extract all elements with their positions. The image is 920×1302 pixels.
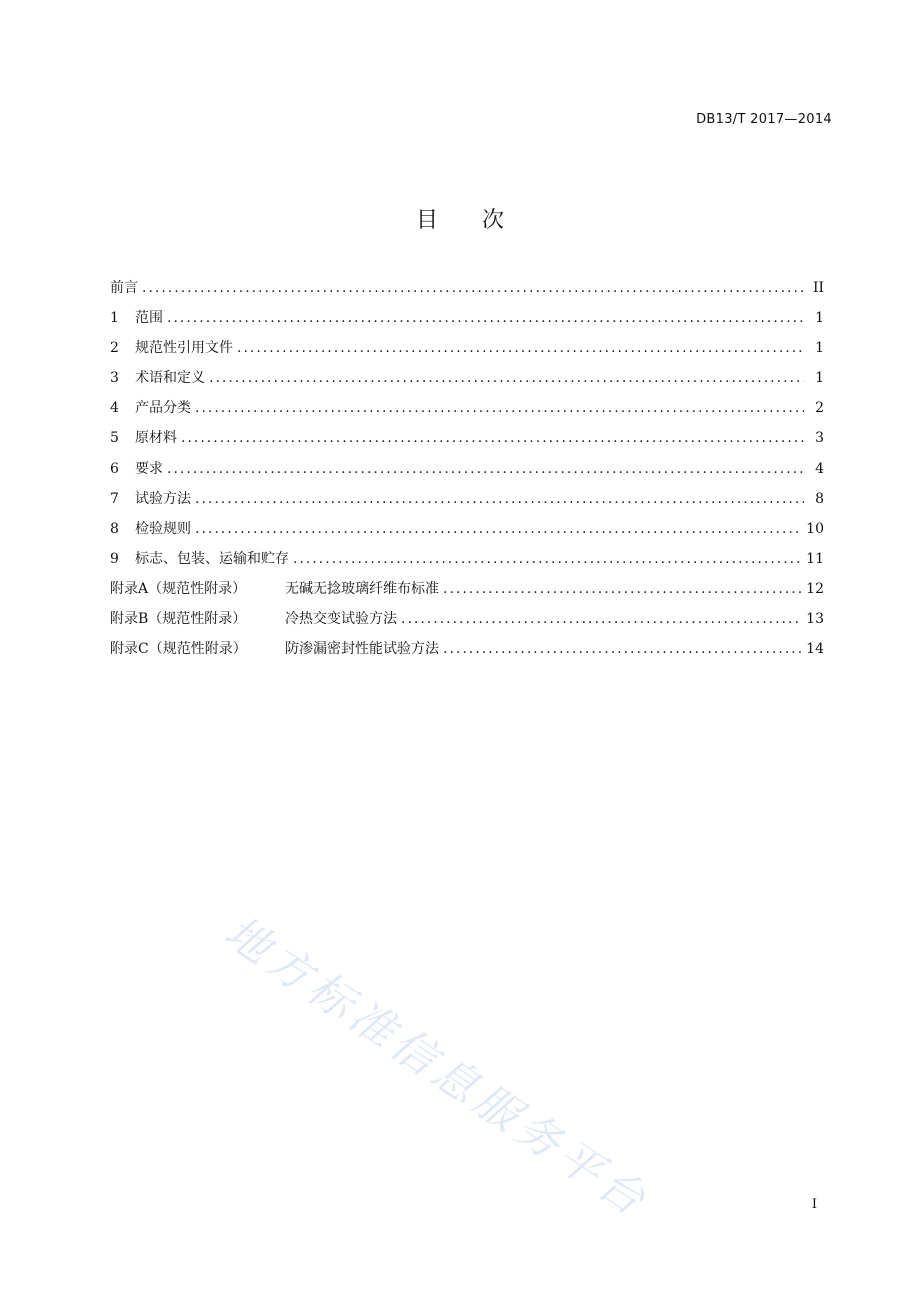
toc-leader (195, 397, 804, 419)
toc-entry-2[interactable] (110, 337, 824, 367)
toc-leader (293, 548, 802, 570)
title-char-2: 次 (482, 208, 505, 233)
toc-entry-label: 防渗漏密封性能试验方法 (285, 641, 439, 658)
toc-entry-label: 检验规则 (135, 520, 191, 537)
toc-entry-7[interactable] (110, 488, 824, 518)
toc-entry-8[interactable] (110, 518, 824, 548)
toc-entry-3[interactable] (110, 367, 824, 397)
toc-entry-number: 5 (110, 430, 119, 447)
toc-entry-label: 术语和定义 (135, 370, 205, 387)
toc-entry-page: 1 (815, 340, 824, 357)
toc-entry-5[interactable] (110, 427, 824, 457)
toc-entry-page: 1 (815, 370, 824, 387)
toc-entry-1[interactable] (110, 307, 824, 337)
toc-entry-foreword[interactable] (110, 277, 824, 307)
toc-entry-number: 7 (110, 490, 119, 507)
toc-entry-page: II (812, 280, 824, 296)
toc-leader (237, 337, 804, 359)
doc-code: DB13/T 2017—2014 (696, 112, 832, 127)
toc-entry-page: 4 (815, 460, 824, 477)
toc-entry-number: 6 (110, 460, 119, 477)
toc-entry-9[interactable] (110, 548, 824, 578)
toc-entry-page: 13 (806, 611, 824, 628)
toc-entry-number: 1 (110, 310, 119, 327)
page-title (0, 203, 920, 234)
page-number: I (811, 1197, 817, 1212)
toc-entry-label: 规范性引用文件 (135, 340, 233, 357)
toc-entry-page: 8 (815, 490, 824, 507)
toc-entry-annex-c[interactable] (110, 638, 824, 668)
toc-leader (209, 367, 804, 389)
toc-entry-label: 原材料 (135, 430, 177, 447)
toc-entry-6[interactable] (110, 458, 824, 488)
toc-entry-page: 12 (806, 580, 824, 597)
toc-entry-label: 冷热交变试验方法 (285, 611, 397, 628)
toc-annex-label: 附录B（规范性附录） (110, 611, 247, 628)
toc-entry-page: 3 (815, 430, 824, 447)
toc-entry-page: 2 (815, 400, 824, 417)
toc-leader (167, 307, 804, 329)
toc-entry-label: 标志、包装、运输和贮存 (135, 550, 289, 567)
toc-entry-page: 11 (806, 550, 824, 567)
toc-entry-number: 4 (110, 400, 119, 417)
toc-leader (401, 608, 802, 630)
toc-leader (195, 488, 804, 510)
toc-entry-number: 2 (110, 340, 119, 357)
toc-entry-label: 试验方法 (135, 490, 191, 507)
toc-entry-label: 要求 (135, 460, 163, 477)
toc-entry-annex-b[interactable] (110, 608, 824, 638)
toc-entry-number: 9 (110, 550, 119, 567)
title-char-1: 目 (415, 208, 438, 233)
toc-entry-number: 8 (110, 520, 119, 537)
toc-entry-label: 前言 (110, 280, 138, 296)
toc-leader (167, 458, 804, 480)
toc-leader (443, 578, 802, 600)
toc-entry-label: 产品分类 (135, 400, 191, 417)
table-of-contents (110, 277, 824, 668)
toc-entry-page: 14 (806, 641, 824, 658)
toc-entry-4[interactable] (110, 397, 824, 427)
toc-leader (195, 518, 802, 540)
toc-entry-label: 无碱无捻玻璃纤维布标准 (285, 580, 439, 597)
toc-leader (443, 638, 802, 660)
toc-annex-label: 附录C（规范性附录） (110, 641, 247, 658)
toc-annex-label: 附录A（规范性附录） (110, 580, 247, 597)
toc-leader (181, 427, 804, 449)
toc-entry-page: 1 (815, 310, 824, 327)
toc-entry-annex-a[interactable] (110, 578, 824, 608)
toc-entry-page: 10 (806, 520, 824, 537)
watermark: 地方标准信息服务平台 (215, 906, 659, 1229)
toc-entry-number: 3 (110, 370, 119, 387)
toc-entry-label: 范围 (135, 310, 163, 327)
toc-leader (142, 277, 804, 299)
